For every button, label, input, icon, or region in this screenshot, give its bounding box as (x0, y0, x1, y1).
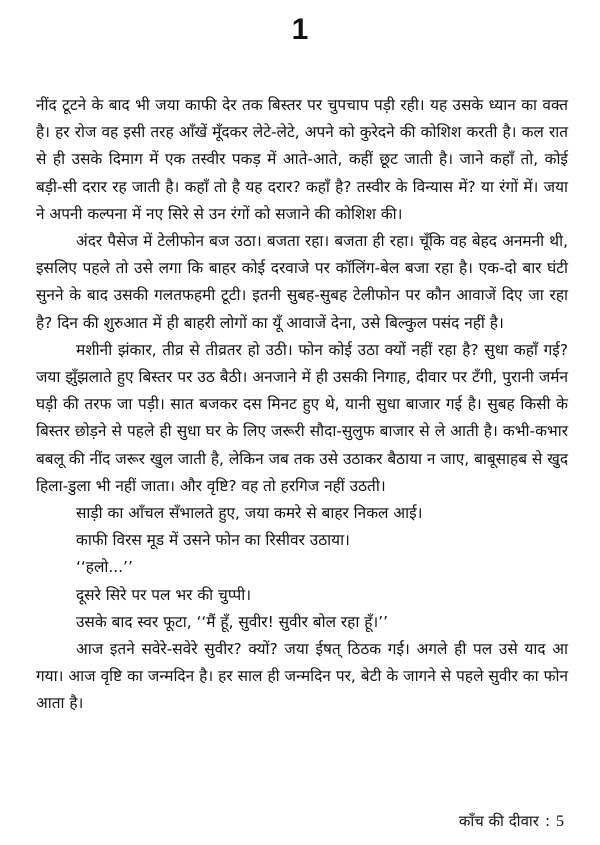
paragraph: दूसरे सिरे पर पल भर की चुप्पी। (76, 585, 252, 604)
paragraph: काफी विरस मूड में उसने फोन का रिसीवर उठाया। (76, 531, 350, 550)
paragraph: नींद टूटने के बाद भी जया काफी देर तक बिस्तर पर चुपचाप पड़ी रही। यह उसके ध्यान का वक्त है। हर रोज वह इसी तरह आँखें मूँदकर लेटे-लेटे, अपने को कुरेदने की कोशिश करती है। कल रात से ही उसके दिमाग में एक तस्वीर पकड़ में आते-आते, कहीं छूट जाती है। जाने कहाँ तो, कोई बड़ी-सी दरार रह जाती है। कहाँ तो है यह दरार? कहाँ है? तस्वीर के विन्यास में? या रंगों में। जया ने अपनी कल्पना में नए सिरे से उन रंगों को सजाने की कोशिश की। (36, 96, 568, 223)
body-text (36, 92, 568, 718)
paragraph: ‘‘हलो...’’ (76, 558, 133, 577)
page-number: 5 (556, 813, 564, 830)
book-title: काँच की दीवार (458, 812, 539, 830)
paragraph: मशीनी झंकार, तीव्र से तीव्रतर हो उठी। फोन कोई उठा क्यों नहीं रहा है? सुधा कहाँ गई? जया झुँझलाते हुए बिस्तर पर उठ बैठी। अनजाने में ही उसकी निगाह, दीवार पर टँगी, पुरानी जर्मन घड़ी की तरफ जा पड़ी। सात बजकर दस मिनट हुए थे, यानी सुधा बाजार गई है। सुबह किसी के बिस्तर छोड़ने से पहले ही सुधा घर के लिए जरूरी सौदा-सुलुफ बाजार से ले आती है। कभी-कभार बबलू की नींद जरूर खुल जाती है, लेकिन जब तक उसे उठाकर बैठाया न जाए, बाबूसाहब से खुद हिला-डुला भी नहीं जाता। और वृष्टि? वह तो हरगिज नहीं उठती। (36, 340, 568, 495)
paragraph: अंदर पैसेज में टेलीफोन बज उठा। बजता रहा। बजता ही रहा। चूँकि वह बेहद अनमनी थी, इसलिए पहले तो उसे लगा कि बाहर कोई दरवाजे पर कॉलिंग-बेल बजा रहा है। एक-दो बार घंटी सुनने के बाद उसकी गलतफहमी टूटी। इतनी सुबह-सुबह टेलीफोन पर कौन आवाजें दिए जा रहा है? दिन की शुरुआत में ही बाहरी लोगों का यूँ आवाजें देना, उसे बिल्कुल पसंद नहीं है। (36, 232, 568, 332)
paragraph: आज इतने सवेरे-सवेरे सुवीर? क्यों? जया ईषत् ठिठक गई। अगले ही पल उसे याद आ गया। आज वृष्टि का जन्मदिन है। हर साल ही जन्मदिन पर, बेटी के जागने से पहले सुवीर का फोन आता है। (36, 640, 568, 713)
footer-separator: : (544, 812, 550, 830)
chapter-number: 1 (291, 13, 309, 46)
paragraph: साड़ी का आँचल सँभालते हुए, जया कमरे से बाहर निकल आई। (76, 504, 423, 523)
page-footer (459, 810, 564, 833)
paragraph: उसके बाद स्वर फूटा, ‘‘मैं हूँ, सुवीर! सुवीर बोल रहा हूँ।’’ (76, 612, 389, 631)
